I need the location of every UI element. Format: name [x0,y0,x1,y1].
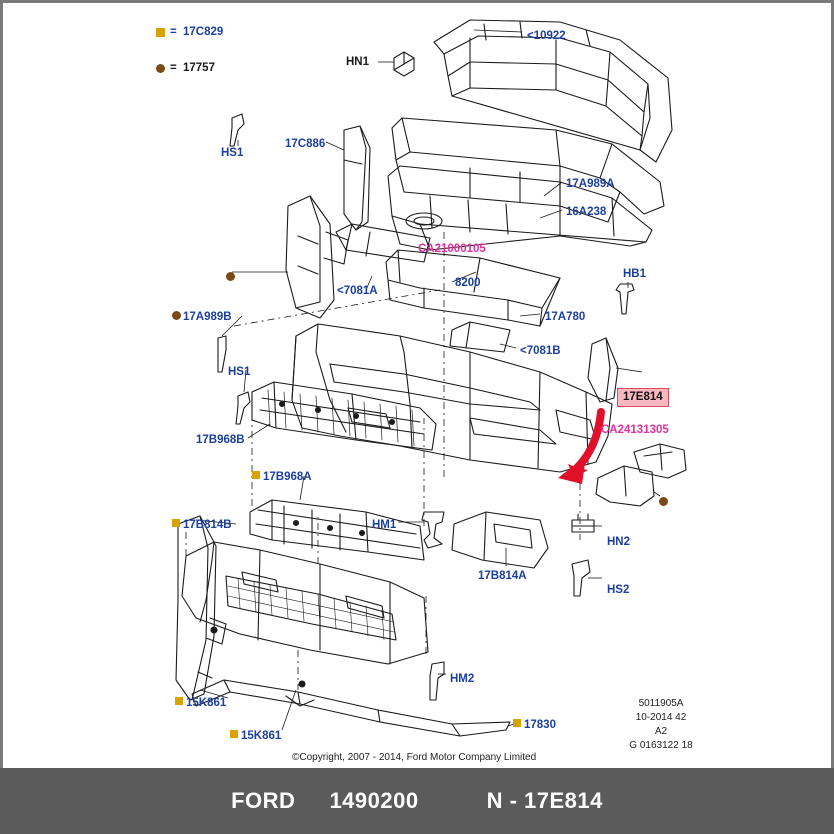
part-label-HS1-upper[interactable]: HS1 [221,147,244,159]
part-label-7081A[interactable]: <7081A [337,285,378,297]
legend-equals-0: = [170,26,177,38]
marker-circle-left [226,272,235,281]
footer-bar [0,768,834,834]
part-bracket-17C886 [344,126,370,230]
copyright-notice: ©Copyright, 2007 - 2014, Ford Motor Company Limited [292,752,537,763]
part-label-7081B[interactable]: <7081B [520,345,561,357]
leader-lines [196,30,660,730]
part-label-17B814A[interactable]: 17B814A [478,570,527,582]
legend-equals-1: = [170,62,177,74]
part-label-17B968B[interactable]: 17B968B [196,434,245,446]
legend-circle-icon [156,64,165,73]
part-bracket-17E814 [588,338,618,402]
part-label-HS2[interactable]: HS2 [607,584,630,596]
part-lower-deflector-17830 [192,680,510,736]
footer-brand: FORD [231,788,296,813]
part-label-HM1[interactable]: HM1 [372,519,397,531]
marker-square-15K861-b [230,730,238,738]
part-label-16A238[interactable]: 16A238 [566,206,607,218]
stamp-line-2: 10-2014 42 [635,712,687,723]
highlighted-part-17E814[interactable]: 17E814 [617,388,669,407]
part-label-CA24131305[interactable]: CA24131305 [601,424,669,436]
part-label-17B968A[interactable]: 17B968A [263,471,312,483]
part-label-17A989A[interactable]: 17A989A [566,178,615,190]
part-label-CA21000105[interactable]: CA21000105 [418,243,486,255]
legend-label-17C829[interactable]: 17C829 [183,26,224,38]
marker-square-17B814B [172,519,180,527]
part-label-8200[interactable]: 8200 [455,277,481,289]
part-label-17C886[interactable]: 17C886 [285,138,326,150]
part-bracket-7081A [336,224,430,262]
part-label-HN2[interactable]: HN2 [607,536,631,548]
marker-square-17830 [513,719,521,727]
stamp-line-4: G 0163122 18 [629,740,693,751]
stamp-line-1: 5011905A [638,698,684,709]
part-side-trim-15K861 [176,516,226,700]
part-left-wing [286,196,348,318]
part-label-15K861-b[interactable]: 15K861 [241,730,282,742]
part-label-HN1[interactable]: HN1 [346,56,370,68]
marker-square-17B968A [252,471,260,479]
part-label-15K861-a[interactable]: 15K861 [186,697,227,709]
part-sensor-module [596,444,686,506]
highlight-arrow [558,412,604,484]
footer-code: N - 17E814 [486,788,603,813]
part-lower-valance [182,542,428,687]
part-bracket-7081B [450,322,510,352]
legend-square-icon [156,28,165,37]
part-label-17830[interactable]: 17830 [524,719,556,731]
part-shield-17B814A [452,512,548,568]
marker-square-15K861-a [175,697,183,705]
part-label-17A989B[interactable]: 17A989B [183,311,232,323]
part-label-17A780[interactable]: 17A780 [545,311,586,323]
part-label-10922[interactable]: <10922 [527,30,566,42]
stamp-line-3: A2 [654,726,668,737]
part-grille-surround-17B968A [250,500,424,560]
part-label-HB1[interactable]: HB1 [623,268,647,280]
part-label-17B814B[interactable]: 17B814B [183,519,232,531]
marker-circle-right [659,497,668,506]
part-label-HS1-lower[interactable]: HS1 [228,366,251,378]
marker-circle-17A989B [172,311,181,320]
legend-label-17757[interactable]: 17757 [183,62,215,74]
footer-part-number: 1490200 [329,788,419,813]
part-label-HM2[interactable]: HM2 [450,673,475,685]
